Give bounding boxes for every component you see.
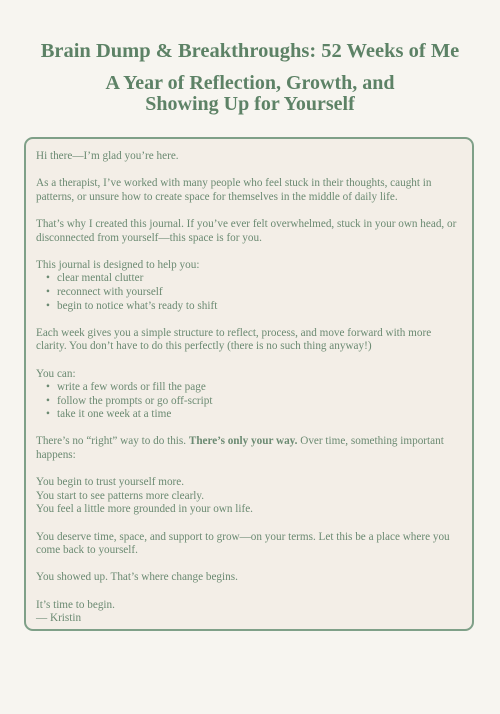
list-item: • take it one week at a time bbox=[36, 408, 462, 422]
subtitle-line-1: A Year of Reflection, Growth, and bbox=[105, 72, 395, 94]
closing-paragraph bbox=[36, 599, 462, 626]
list-item: • clear mental clutter bbox=[36, 272, 462, 286]
journal-title: Brain Dump & Breakthroughs: 52 Weeks of Me bbox=[40, 40, 460, 62]
outcomes-paragraph bbox=[36, 476, 462, 517]
intro-paragraph: As a therapist, I’ve worked with many people who feel stuck in their thoughts, caught in patterns, or unsure how to create space for themselves in the middle of daily life. bbox=[36, 177, 432, 203]
outcome-line: You start to see patterns more clearly. bbox=[36, 489, 205, 502]
signature: — Kristin bbox=[36, 612, 82, 625]
happens-text: Over time, something important happens: bbox=[36, 435, 444, 462]
structure-paragraph: Each week gives you a simple structure to reflect, process, and move forward with more clarity. You don’t have to do this perfectly (there is no such thing anyway!) bbox=[36, 326, 432, 353]
list-item: • follow the prompts or go off-script bbox=[36, 395, 462, 409]
journal-subtitle bbox=[0, 73, 500, 115]
welcome-letter-card bbox=[24, 137, 474, 631]
can-list bbox=[36, 381, 462, 422]
list-item: • begin to notice what’s ready to shift bbox=[36, 300, 462, 314]
list-item: • write a few words or fill the page bbox=[36, 381, 462, 395]
purpose-paragraph: That’s why I created this journal. If you’ve ever felt overwhelmed, stuck in your own head, or disconnected from yourself—this space is for you. bbox=[36, 217, 457, 244]
deserve-paragraph: You deserve time, space, and support to grow—on your terms. Let this be a place where you come back to yourself. bbox=[36, 530, 450, 557]
list-item: • reconnect with yourself bbox=[36, 286, 462, 300]
closing-line: It’s time to begin. bbox=[36, 598, 115, 611]
showed-up-paragraph: You showed up. That’s where change begins. bbox=[36, 571, 238, 584]
outcome-line: You begin to trust yourself more. bbox=[36, 476, 185, 489]
subtitle-line-2: Showing Up for Yourself bbox=[145, 93, 355, 115]
can-intro: You can: bbox=[36, 367, 76, 380]
designed-intro: This journal is designed to help you: bbox=[36, 258, 200, 271]
designed-list bbox=[36, 272, 462, 313]
no-right-way-paragraph bbox=[36, 435, 462, 462]
only-your-way-emphasis: There’s only your way. bbox=[188, 435, 298, 448]
no-right-way-text: There’s no “right” way to do this. bbox=[36, 435, 189, 448]
outcome-line: You feel a little more grounded in your own life. bbox=[36, 503, 253, 516]
greeting-paragraph: Hi there—I’m glad you’re here. bbox=[36, 150, 179, 162]
